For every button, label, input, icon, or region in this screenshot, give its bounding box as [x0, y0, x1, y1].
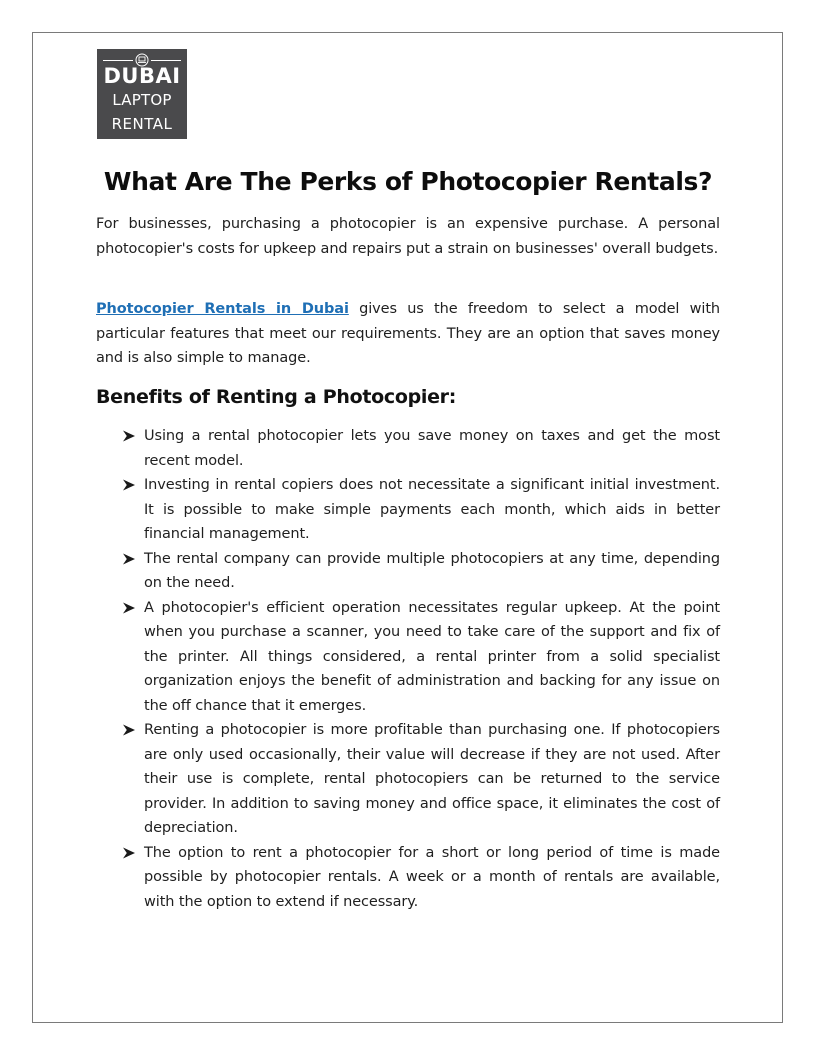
list-item-text: Investing in rental copiers does not necessitate a significant initial investment. It is possible to make simple payments each month, which aids in better financial management. [144, 477, 720, 542]
list-item [120, 424, 720, 473]
link-paragraph-text: gives us the freedom to select a model with particular features that meet our requirements. They are an option that saves money and is also simple to manage. [96, 301, 721, 366]
logo-text-rental: RENTAL [111, 115, 173, 133]
arrowhead-bullet-icon [122, 429, 136, 443]
logo-text-dubai: DUBAI [103, 64, 181, 88]
photocopier-rentals-link[interactable]: Photocopier Rentals in Dubai [96, 301, 349, 317]
company-logo[interactable] [97, 49, 187, 139]
benefits-heading: Benefits of Renting a Photocopier: [96, 386, 457, 408]
benefits-list [120, 424, 720, 914]
list-item [120, 841, 720, 915]
link-paragraph [96, 297, 720, 371]
list-item-text: Renting a photocopier is more profitable than purchasing one. If photocopiers are only used occasionally, their value will decrease if they are not used. After their use is complete, rental photocopiers can be returned to the service provider. In addition to saving money and office space, it eliminates the cost of depreciation. [144, 722, 720, 836]
list-item [120, 718, 720, 841]
list-item-text: The rental company can provide multiple photocopiers at any time, depending on the need. [144, 550, 720, 591]
list-item-text: Using a rental photocopier lets you save money on taxes and get the most recent model. [144, 428, 720, 469]
list-item-text: The option to rent a photocopier for a short or long period of time is made possible by photocopier rentals. A week or a month of rentals are available, with the option to extend if necessary. [144, 844, 720, 910]
page-title: What Are The Perks of Photocopier Rentals? [103, 167, 713, 196]
list-item-text: A photocopier's efficient operation necessitates regular upkeep. At the point when you purchase a scanner, you need to take care of the support and fix of the printer. All things considered, a rental printer from a solid specialist organization enjoys the benefit of administration and backing for any issue on the off chance that it emerges. [144, 599, 720, 714]
list-item [120, 473, 720, 547]
arrowhead-bullet-icon [122, 723, 136, 737]
arrowhead-bullet-icon [122, 478, 136, 492]
arrowhead-bullet-icon [122, 846, 136, 860]
arrowhead-bullet-icon [122, 552, 136, 566]
intro-paragraph: For businesses, purchasing a photocopier is an expensive purchase. A personal photocopier's costs for upkeep and repairs put a strain on businesses' overall budgets. [96, 216, 720, 257]
logo-text-laptop: LAPTOP [112, 91, 172, 109]
list-item [120, 547, 720, 596]
list-item [120, 596, 720, 719]
arrowhead-bullet-icon [122, 601, 136, 615]
